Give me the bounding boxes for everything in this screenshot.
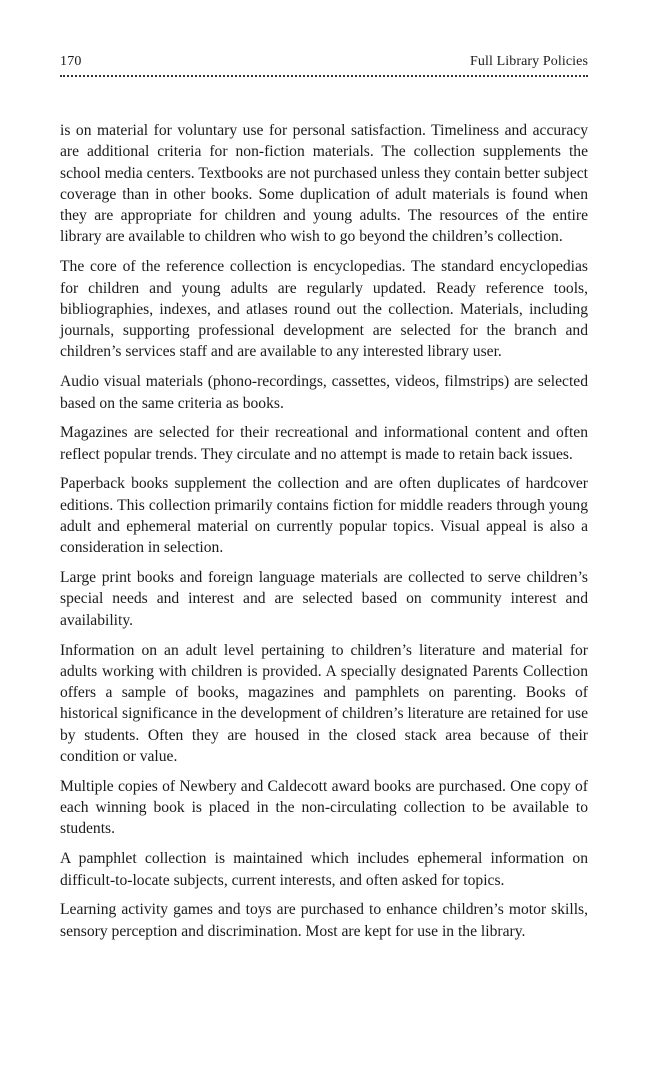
paragraph-reference-collection: The core of the reference collection is encyclopedias. The standard encyclopedias for children and young adults are regularly updated. Ready reference tools, bibliographies, indexes, and atlases round out the collection. Materials, including journals, supporting professional development are selected for the branch and children’s services staff and are available to any interested library user.: [60, 258, 588, 361]
paragraph-magazines: Magazines are selected for their recreational and informational content and often reflect popular trends. They circulate and no attempt is made to retain back issues.: [60, 424, 588, 463]
paragraph-pamphlets: A pamphlet collection is maintained which includes ephemeral information on difficult-to-locate subjects, current interests, and often asked for topics.: [60, 850, 588, 889]
paragraph-award-books: Multiple copies of Newbery and Caldecott award books are purchased. One copy of each winning book is placed in the non-circulating collection to be available to students.: [60, 777, 588, 838]
page-number: 170: [60, 54, 82, 69]
paragraph-adult-materials: Information on an adult level pertaining to children’s literature and material for adults working with children is provided. A specially designated Parents Collection offers a sample of books, magazines and pamphlets on parenting. Books of historical significance in the development of children’s literature are retained for use by students. Often they are housed in the closed stack area because of their condition or value.: [60, 641, 588, 766]
running-header: [60, 53, 588, 77]
book-page: [60, 53, 588, 950]
paragraph-selection-criteria: is on material for voluntary use for personal satisfaction. Timeliness and accuracy are additional criteria for non-fiction materials. The collection supplements the school media centers. Textbooks are not purchased unless they contain better subject coverage than in other books. Some duplication of adult materials is found when they are appropriate for children and young adults. The resources of the entire library are available to children who wish to go beyond the children’s collection.: [60, 122, 588, 246]
paragraph-games-toys: Learning activity games and toys are purchased to enhance children’s motor skills, sensory perception and discrimination. Most are kept for use in the library.: [60, 901, 588, 940]
paragraph-paperbacks: Paperback books supplement the collection and are often duplicates of hardcover editions. This collection primarily contains fiction for middle readers through young adult and ephemeral material on currently popular topics. Visual appeal is also a consideration in selection.: [60, 475, 588, 557]
paragraph-audio-visual: Audio visual materials (phono-recordings, cassettes, videos, filmstrips) are selected based on the same criteria as books.: [60, 373, 588, 412]
running-title: Full Library Policies: [470, 54, 588, 69]
paragraph-large-print: Large print books and foreign language materials are collected to serve children’s special needs and interest and are selected based on community interest and availability.: [60, 569, 588, 629]
body-text: [60, 120, 588, 942]
